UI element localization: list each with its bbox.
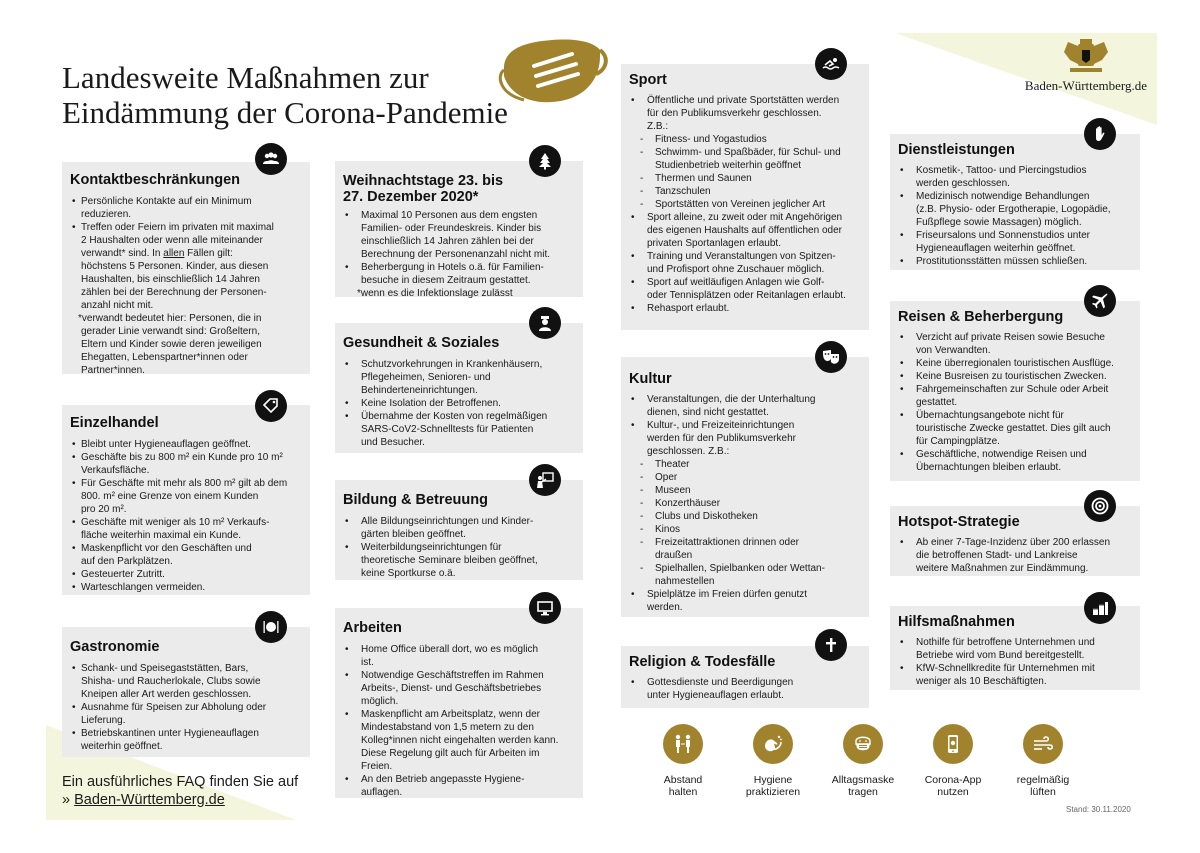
card-arbeiten	[335, 608, 583, 798]
stand-date: Stand: 30.11.2020	[1066, 805, 1131, 814]
list-item: *wenn es die Infektionslage zulässt	[357, 288, 513, 299]
rule-label-line-1: Alltagsmaske	[831, 774, 895, 786]
list-item: • Gottesdienste und Beerdigungen	[629, 676, 861, 689]
list-item: • An den Betrieb angepasste Hygiene-	[343, 773, 575, 786]
faq-line-2	[62, 791, 298, 809]
list-item: • Sport alleine, zu zweit oder mit Angehörigen	[629, 211, 861, 224]
list-item: Verkaufsfläche.	[81, 465, 150, 476]
rule-label-line-1: Hygiene	[753, 774, 793, 786]
list-item: Kolleg*innen nicht eingehalten werden kann.	[361, 735, 559, 746]
list-item: Berechnung der Personenanzahl nicht mit.	[361, 249, 551, 260]
teacher-board-icon	[529, 464, 561, 496]
list-item	[70, 247, 302, 260]
rule-label-line-2: tragen	[848, 786, 878, 798]
list-item: • Training und Veranstaltungen von Spitzen-	[629, 250, 861, 263]
list-item: höchstens 5 Personen. Kinder, aus diesen	[81, 261, 269, 272]
list-item: Ehegatten, Lebenspartner*innen oder	[81, 352, 248, 363]
heading-kultur: Kultur	[629, 371, 672, 387]
list-item: 2 Haushalten oder wenn alle miteinander	[81, 235, 263, 246]
list-item: • Ab einer 7-Tage-Inzidenz über 200 erlassen	[898, 536, 1132, 549]
rule-label-line-2: halten	[668, 786, 698, 798]
hand-icon	[1084, 118, 1116, 150]
list-item: • Spielplätze im Freien dürfen genutzt	[629, 588, 861, 601]
wind-icon	[1023, 724, 1063, 764]
list-item: • Öffentliche und private Sportstätten werden	[629, 94, 861, 107]
list-item: Behinderteneinrichtungen.	[361, 385, 478, 396]
list-item: • Gesteuerter Zutritt.	[70, 568, 302, 581]
card-gesundheit-soziales	[335, 323, 583, 453]
list-item: Lieferung.	[81, 715, 126, 726]
list-item: • Keine überregionalen touristischen Ausflüge.	[898, 357, 1132, 370]
heading-reisen-beherbergung: Reisen & Beherbergung	[898, 309, 1064, 325]
list-item: gärten bleiben geöffnet.	[361, 529, 466, 540]
rule-label	[728, 774, 818, 798]
list-item: oder Tennisplätzen oder Reitanlagen erlaubt.	[647, 290, 846, 301]
list-item: dienen, sind nicht gestattet.	[647, 407, 769, 418]
card-kontaktbeschraenkungen	[62, 162, 310, 374]
list-item: - Konzerthäuser	[629, 497, 861, 510]
text-segment: Fällen gilt:	[184, 248, 233, 259]
card-kultur	[621, 357, 869, 617]
list-item: Familien- oder Freundeskreis. Kinder bis	[361, 223, 542, 234]
heading-gesundheit-soziales: Gesundheit & Soziales	[343, 335, 500, 351]
list-item: • Alle Bildungseinrichtungen und Kinder-	[343, 515, 575, 528]
coat-of-arms-icon	[1058, 38, 1114, 76]
list-item: Pflegeheimen, Senioren- und	[361, 372, 491, 383]
list-item: Übernachtungen bleiben erlaubt.	[916, 462, 1062, 473]
washing-hands-icon	[753, 724, 793, 764]
heading-hotspot-strategie: Hotspot-Strategie	[898, 514, 1020, 530]
list-item: • Maskenpflicht am Arbeitsplatz, wenn der	[343, 708, 575, 721]
list-item: • Sport auf weitläufigen Anlagen wie Golf-	[629, 276, 861, 289]
list-item: • Übernachtungsangebote nicht für	[898, 409, 1132, 422]
rule-label-line-1: Abstand	[663, 774, 703, 786]
list-item: draußen	[655, 550, 693, 561]
christmas-tree-icon	[529, 145, 561, 177]
list-item: • Veranstaltungen, die der Unterhaltung	[629, 393, 861, 406]
logo-text: Baden-Württemberg.de	[1024, 78, 1148, 93]
list-item: weiterhin geöffnet.	[81, 741, 163, 752]
heading-einzelhandel: Einzelhandel	[70, 415, 159, 431]
rule-label-line-1: regelmäßig	[1016, 774, 1070, 786]
heading-bildung-betreuung: Bildung & Betreuung	[343, 492, 488, 508]
list-item: - Kinos	[629, 523, 861, 536]
rule-corona-app-nutzen	[908, 724, 998, 798]
faq-line-1: Ein ausführliches FAQ finden Sie auf	[62, 774, 299, 790]
price-tag-icon	[255, 390, 287, 422]
list-item: *verwandt bedeutet hier: Personen, die in	[78, 313, 262, 324]
rule-label	[908, 774, 998, 798]
page-title	[62, 60, 508, 130]
list-item: - Oper	[629, 471, 861, 484]
distance-people-icon	[663, 724, 703, 764]
list-item: • Maskenpflicht vor den Geschäften und	[70, 542, 302, 555]
list-item: • Persönliche Kontakte auf ein Minimum	[70, 195, 302, 208]
heading-dienstleistungen: Dienstleistungen	[898, 142, 1015, 158]
heading-line-1: Weihnachtstage 23. bis	[343, 173, 504, 189]
phone-app-icon	[933, 724, 973, 764]
list-item: Partner*innen.	[81, 365, 145, 376]
list-item: die betroffenen Stadt- und Lankreise	[916, 550, 1078, 561]
underlined-word: allen	[163, 248, 185, 259]
rule-label	[818, 774, 908, 798]
card-sport	[621, 64, 869, 330]
list-item: Diese Regelung gilt auch für Arbeiten im	[361, 748, 540, 759]
list-item: • Keine Isolation der Betroffenen.	[343, 397, 575, 410]
heading-arbeiten: Arbeiten	[343, 620, 402, 636]
heading-gastronomie: Gastronomie	[70, 639, 160, 655]
rule-label	[998, 774, 1088, 798]
faq-link[interactable]: Baden-Württemberg.de	[74, 792, 225, 808]
list-item: unter Hygieneauflagen erlaubt.	[647, 690, 784, 701]
list-item: • Keine Busreisen zu touristischen Zwecken.	[898, 370, 1132, 383]
heading-hilfsmassnahmen: Hilfsmaßnahmen	[898, 614, 1015, 630]
list-item: • Medizinisch notwendige Behandlungen	[898, 190, 1132, 203]
card-reisen-beherbergung	[890, 301, 1140, 481]
list-item: Arbeits-, Dienst- und Geschäftsbetriebes	[361, 683, 542, 694]
list-item: zählen bei der Berechnung der Personen-	[81, 287, 267, 298]
list-item: • Fahrgemeinschaften zur Schule oder Arbeit	[898, 383, 1132, 396]
list-item: • KfW-Schnellkredite für Unternehmen mit	[898, 662, 1132, 675]
list-item: weniger als 10 Beschäftigten.	[916, 676, 1047, 687]
list-item: • Geschäfte bis zu 800 m² ein Kunde pro 10 m²	[70, 451, 302, 464]
nurse-icon	[529, 307, 561, 339]
list-item: auflagen.	[361, 787, 403, 798]
list-item: • Betriebskantinen unter Hygieneauflagen	[70, 727, 302, 740]
card-einzelhandel	[62, 405, 310, 595]
list-item: - Spielhallen, Spielbanken oder Wettan-	[629, 562, 861, 575]
target-icon	[1084, 490, 1116, 522]
list-item: pro 20 m².	[81, 504, 127, 515]
theater-masks-icon	[815, 341, 847, 373]
list-item: - Thermen und Saunen	[629, 172, 861, 185]
list-item: 800. m² eine Grenze von einem Kunden	[81, 491, 259, 502]
list-item: - Museen	[629, 484, 861, 497]
list-item: keine Sportkurse o.ä.	[361, 568, 456, 579]
list-item: • Verzicht auf private Reisen sowie Besuche	[898, 331, 1132, 344]
list-item: • Treffen oder Feiern im privaten mit maximal	[70, 221, 302, 234]
rule-label	[638, 774, 728, 798]
list-item: - Freizeitattraktionen drinnen oder	[629, 536, 861, 549]
rule-abstand-halten	[638, 724, 728, 798]
list-item: besuche in diesem Zeitraum gestattet.	[361, 275, 531, 286]
card-dienstleistungen	[890, 134, 1140, 270]
list-item: - Schwimm- und Spaßbäder, für Schul- und	[629, 146, 861, 159]
list-item: • Geschäfte mit weniger als 10 m² Verkaufs-	[70, 516, 302, 529]
title-line-1: Landesweite Maßnahmen zur	[62, 60, 429, 95]
mask-face-icon	[843, 724, 883, 764]
card-weihnachtstage	[335, 161, 583, 297]
list-item: des eigenen Haushalts auf öffentlichen oder	[647, 225, 842, 236]
list-item: • Friseursalons und Sonnenstudios unter	[898, 229, 1132, 242]
group-people-icon	[255, 143, 287, 175]
faq-prefix: »	[62, 792, 75, 808]
list-item: • Nothilfe für betroffene Unternehmen und	[898, 636, 1132, 649]
list-item: einschließlich 14 Jahren zählen bei der	[361, 236, 534, 247]
list-item: (z.B. Physio- oder Ergotherapie, Logopädie,	[916, 204, 1111, 215]
list-item: und Besucher.	[361, 437, 425, 448]
list-item: Kneipen aller Art werden geschlossen.	[81, 689, 252, 700]
list-item: werden.	[647, 602, 683, 613]
rule-label-line-2: nutzen	[937, 786, 969, 798]
list-item: werden für den Publikumsverkehr	[647, 433, 796, 444]
list-item: geschlossen. Z.B.:	[647, 446, 730, 457]
list-item: • Prostitutionsstätten müssen schließen.	[898, 255, 1132, 268]
card-gastronomie	[62, 627, 310, 757]
monitor-icon	[529, 592, 561, 624]
heading-kontaktbeschraenkungen: Kontaktbeschränkungen	[70, 172, 240, 188]
list-item: • Für Geschäfte mit mehr als 800 m² gilt ab dem	[70, 477, 302, 490]
list-item: und Profisport ohne Zuschauer möglich.	[647, 264, 825, 275]
list-item: Freien.	[361, 761, 393, 772]
list-item: SARS-CoV2-Schnelltests für Patienten	[361, 424, 534, 435]
list-item: • Kosmetik-, Tattoo- und Piercingstudios	[898, 164, 1132, 177]
list-item: theoretische Seminare bleiben geöffnet,	[361, 555, 538, 566]
list-item: für den Publikumsverkehr geschlossen.	[647, 108, 822, 119]
heading-weihnachtstage	[343, 173, 575, 205]
list-item: für Campingplätze.	[916, 436, 1000, 447]
airplane-icon	[1084, 285, 1116, 317]
list-item: • Home Office überall dort, wo es möglich	[343, 643, 575, 656]
text-segment: verwandt* sind. In	[81, 248, 164, 259]
list-item: • Bleibt unter Hygieneauflagen geöffnet.	[70, 438, 302, 451]
swimmer-icon	[815, 48, 847, 80]
list-item: • Schank- und Speisegaststätten, Bars,	[70, 662, 302, 675]
list-item: auf den Parkplätzen.	[81, 556, 173, 567]
heading-religion-todesfaelle: Religion & Todesfälle	[629, 654, 776, 670]
list-item: ist.	[361, 657, 374, 668]
plate-cutlery-icon	[255, 611, 287, 643]
heading-line-2: 27. Dezember 2020*	[343, 189, 479, 205]
rule-label-line-2: lüften	[1030, 786, 1056, 798]
list-item: reduzieren.	[81, 209, 132, 220]
coins-icon	[1084, 592, 1116, 624]
list-item: • Geschäftliche, notwendige Reisen und	[898, 448, 1132, 461]
list-item: - Theater	[629, 458, 861, 471]
list-item: Shisha- und Raucherlokale, Clubs sowie	[81, 676, 261, 687]
list-item: Eltern und Kinder sowie deren jeweiligen	[81, 339, 262, 350]
list-item: Z.B.:	[647, 121, 669, 132]
cross-icon	[815, 629, 847, 661]
list-item: gestattet.	[916, 397, 958, 408]
list-item: Fußpflege sowie Massagen) möglich.	[916, 217, 1082, 228]
list-item: • Ausnahme für Speisen zur Abholung oder	[70, 701, 302, 714]
logo-baden-wuerttemberg	[1016, 38, 1156, 94]
faq-note	[62, 773, 298, 809]
list-item: - Tanzschulen	[629, 185, 861, 198]
list-item: • Kultur-, und Freizeiteinrichtungen	[629, 419, 861, 432]
list-item: Hygieneauflagen weiterhin geöffnet.	[916, 243, 1076, 254]
list-item: - Clubs und Diskotheken	[629, 510, 861, 523]
list-item: • Maximal 10 Personen aus dem engsten	[343, 209, 575, 222]
list-item: Haushalten, bis einschließlich 14 Jahren	[81, 274, 260, 285]
list-item: anzahl nicht mit.	[81, 300, 154, 311]
list-item: • Weiterbildungseinrichtungen für	[343, 541, 575, 554]
heading-sport: Sport	[629, 72, 667, 88]
list-item: • Rehasport erlaubt.	[629, 302, 861, 315]
list-item: weitere Maßnahmen zur Eindämmung.	[916, 563, 1089, 574]
list-item: • Warteschlangen vermeiden.	[70, 581, 302, 594]
list-item: • Übernahme der Kosten von regelmäßigen	[343, 410, 575, 423]
rule-regelmaessig-lueften	[998, 724, 1088, 798]
title-line-2: Eindämmung der Corona-Pandemie	[62, 95, 508, 130]
list-item: gerader Linie verwandt sind: Großeltern,	[81, 326, 260, 337]
rule-alltagsmaske-tragen	[818, 724, 908, 798]
list-item: • Beherbergung in Hotels o.ä. für Familien-	[343, 261, 575, 274]
list-item: möglich.	[361, 696, 399, 707]
rule-hygiene-praktizieren	[728, 724, 818, 798]
list-item: nahmestellen	[655, 576, 715, 587]
list-item: werden geschlossen.	[916, 178, 1010, 189]
list-item: - Sportstätten von Vereinen jeglicher Art	[629, 198, 861, 211]
list-item: privaten Sportanlagen erlaubt.	[647, 238, 781, 249]
list-item: - Fitness- und Yogastudios	[629, 133, 861, 146]
list-item: Betriebe wird vom Bund bereitgestellt.	[916, 650, 1085, 661]
rule-label-line-1: Corona-App	[924, 774, 982, 786]
list-item: • Notwendige Geschäftstreffen im Rahmen	[343, 669, 575, 682]
list-item: fläche weiterhin maximal ein Kunde.	[81, 530, 242, 541]
rule-label-line-2: praktizieren	[745, 786, 801, 798]
list-item: • Schutzvorkehrungen in Krankenhäusern,	[343, 358, 575, 371]
list-item: von Verwandten.	[916, 345, 991, 356]
list-item: touristische Zwecke gestattet. Dies gilt auch	[916, 423, 1111, 434]
list-item: Studienbetrieb weiterhin geöffnet	[655, 160, 802, 171]
list-item: Mindestabstand von 1,5 metern zu den	[361, 722, 534, 733]
face-mask-icon	[496, 36, 608, 108]
